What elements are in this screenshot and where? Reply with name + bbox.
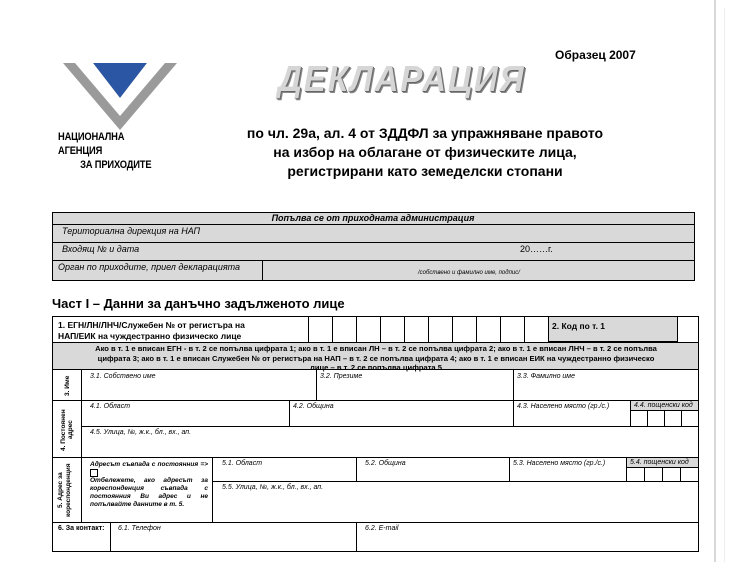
declaration-subtitle bbox=[190, 124, 660, 181]
sample-label: Образец 2007 bbox=[555, 48, 636, 62]
year-suffix: 20……г. bbox=[520, 244, 553, 254]
code-info-line-3: лице – в т. 2 се попълва цифрата 5 bbox=[310, 363, 442, 372]
family-name-field[interactable] bbox=[516, 383, 700, 399]
middle-name-label: 3.2. Презиме bbox=[320, 373, 363, 380]
own-name-label: 3.1. Собствено име bbox=[90, 373, 156, 380]
signature-hint: /собствено и фамилно име, подпис/ bbox=[418, 270, 520, 276]
phone-field[interactable] bbox=[113, 535, 357, 551]
incoming-number-label: Входящ № и дата bbox=[62, 244, 140, 254]
code-info-line-1: Ако в т. 1 е вписан ЕГН - в т. 2 се попълва цифрата 1; ако в т. 1 е вписан ЛН – в т. 2 се попълва цифрата 2; ако в т. 1 е вписан ЛНЧ – в т. 2 се попълва bbox=[95, 344, 657, 353]
same-address-note: Отбележете, ако адресът за кореспонденция съвпада с постоянния Ви адрес и не попълвайте данните в т. 5. bbox=[90, 477, 208, 508]
agency-name bbox=[58, 130, 169, 172]
incoming-number-field[interactable] bbox=[160, 244, 514, 259]
territorial-directorate-field[interactable] bbox=[230, 226, 694, 241]
address-postcode-label: 4.4. пощенски код bbox=[634, 402, 693, 409]
address-municipality-field[interactable] bbox=[292, 412, 514, 426]
address-place-field[interactable] bbox=[516, 412, 632, 426]
address-municipality-label: 4.2. Община bbox=[293, 403, 334, 410]
same-address-label bbox=[90, 461, 208, 478]
phone-label: 6.1. Телефон bbox=[118, 525, 161, 532]
address-region-label: 4.1. Област bbox=[90, 403, 131, 410]
code-info-text bbox=[58, 344, 694, 373]
family-name-label: 3.3. Фамилно име bbox=[517, 373, 575, 380]
corr-place-label: 5.3. Населено място (гр./с.) bbox=[513, 460, 606, 467]
agency-line-1: НАЦИОНАЛНА АГЕНЦИЯ bbox=[58, 131, 125, 157]
email-field[interactable] bbox=[359, 535, 700, 551]
part1-title: Част І – Данни за данъчно задълженото лице bbox=[52, 296, 345, 311]
same-address-text: Адресът съвпада с постоянния => bbox=[90, 461, 208, 468]
id-digits-field[interactable] bbox=[309, 318, 551, 342]
admin-title: Попълва се от приходната администрация bbox=[271, 213, 475, 223]
same-address-checkbox[interactable] bbox=[90, 469, 98, 477]
corr-municipality-label: 5.2. Община bbox=[365, 460, 406, 467]
corr-region-field[interactable] bbox=[215, 468, 357, 481]
page-edge-shadow bbox=[724, 8, 725, 562]
corr-postcode-label: 5.4. пощенски код bbox=[630, 459, 689, 466]
permanent-address-section-label: 4. Постоянен адрес bbox=[60, 409, 74, 451]
address-street-field[interactable] bbox=[84, 438, 700, 456]
correspondence-section-label: 5. Адрес за кореспонденция bbox=[57, 463, 72, 517]
own-name-field[interactable] bbox=[84, 383, 316, 399]
agency-line-2: ЗА ПРИХОДИТЕ bbox=[80, 159, 152, 171]
contact-section-label: 6. За контакт: bbox=[58, 525, 105, 532]
receiving-officer-field[interactable] bbox=[266, 261, 695, 271]
code-info-line-2: цифрата 3; ако в т. 1 е вписан Служебен № от регистъра на НАП – в т. 2 се попълва цифрата 4; ако в т. 1 е вписан ЕИК на чуждестранно физическо bbox=[97, 353, 655, 363]
receiving-officer-label: Орган по приходите, приел декларацията bbox=[58, 262, 241, 272]
corr-region-label: 5.1. Област bbox=[222, 460, 263, 467]
code-label: 2. Код по т. 1 bbox=[552, 321, 606, 331]
middle-name-field[interactable] bbox=[319, 383, 513, 399]
subtitle-line-2: на избор на облагане от физическите лица, bbox=[273, 144, 577, 160]
subtitle-line-1: по чл. 29а, ал. 4 от ЗДДФЛ за упражняване правото bbox=[246, 125, 604, 141]
corr-street-field[interactable] bbox=[215, 494, 700, 520]
corr-place-field[interactable] bbox=[512, 468, 628, 481]
corr-street-label: 5.5. Улица, №, ж.к., бл., вх., ап. bbox=[222, 484, 324, 491]
address-place-label: 4.3. Населено място (гр./с.) bbox=[517, 403, 610, 410]
email-label: 6.2. E-mail bbox=[365, 525, 399, 532]
id-field-label-1: 1. ЕГН/ЛН/ЛНЧ/Служебен № от регистъра на bbox=[58, 320, 245, 330]
corr-municipality-field[interactable] bbox=[359, 468, 509, 481]
address-postcode-field[interactable] bbox=[631, 412, 701, 426]
territorial-directorate-label: Териториална дирекция на НАП bbox=[62, 226, 201, 236]
name-section-label: 3. Име bbox=[64, 375, 71, 397]
subtitle-line-3: регистрирани като земеделски стопани bbox=[287, 163, 563, 179]
declaration-title: ДЕКЛАРАЦИЯ bbox=[278, 58, 526, 99]
id-field-label-2: НАП/ЕИК на чуждестранно физическо лице bbox=[58, 331, 242, 341]
address-region-field[interactable] bbox=[84, 412, 290, 426]
address-street-label: 4.5. Улица, №, ж.к., бл., вх., ап. bbox=[90, 429, 192, 436]
code-field[interactable] bbox=[679, 318, 701, 342]
page-edge bbox=[714, 0, 716, 562]
